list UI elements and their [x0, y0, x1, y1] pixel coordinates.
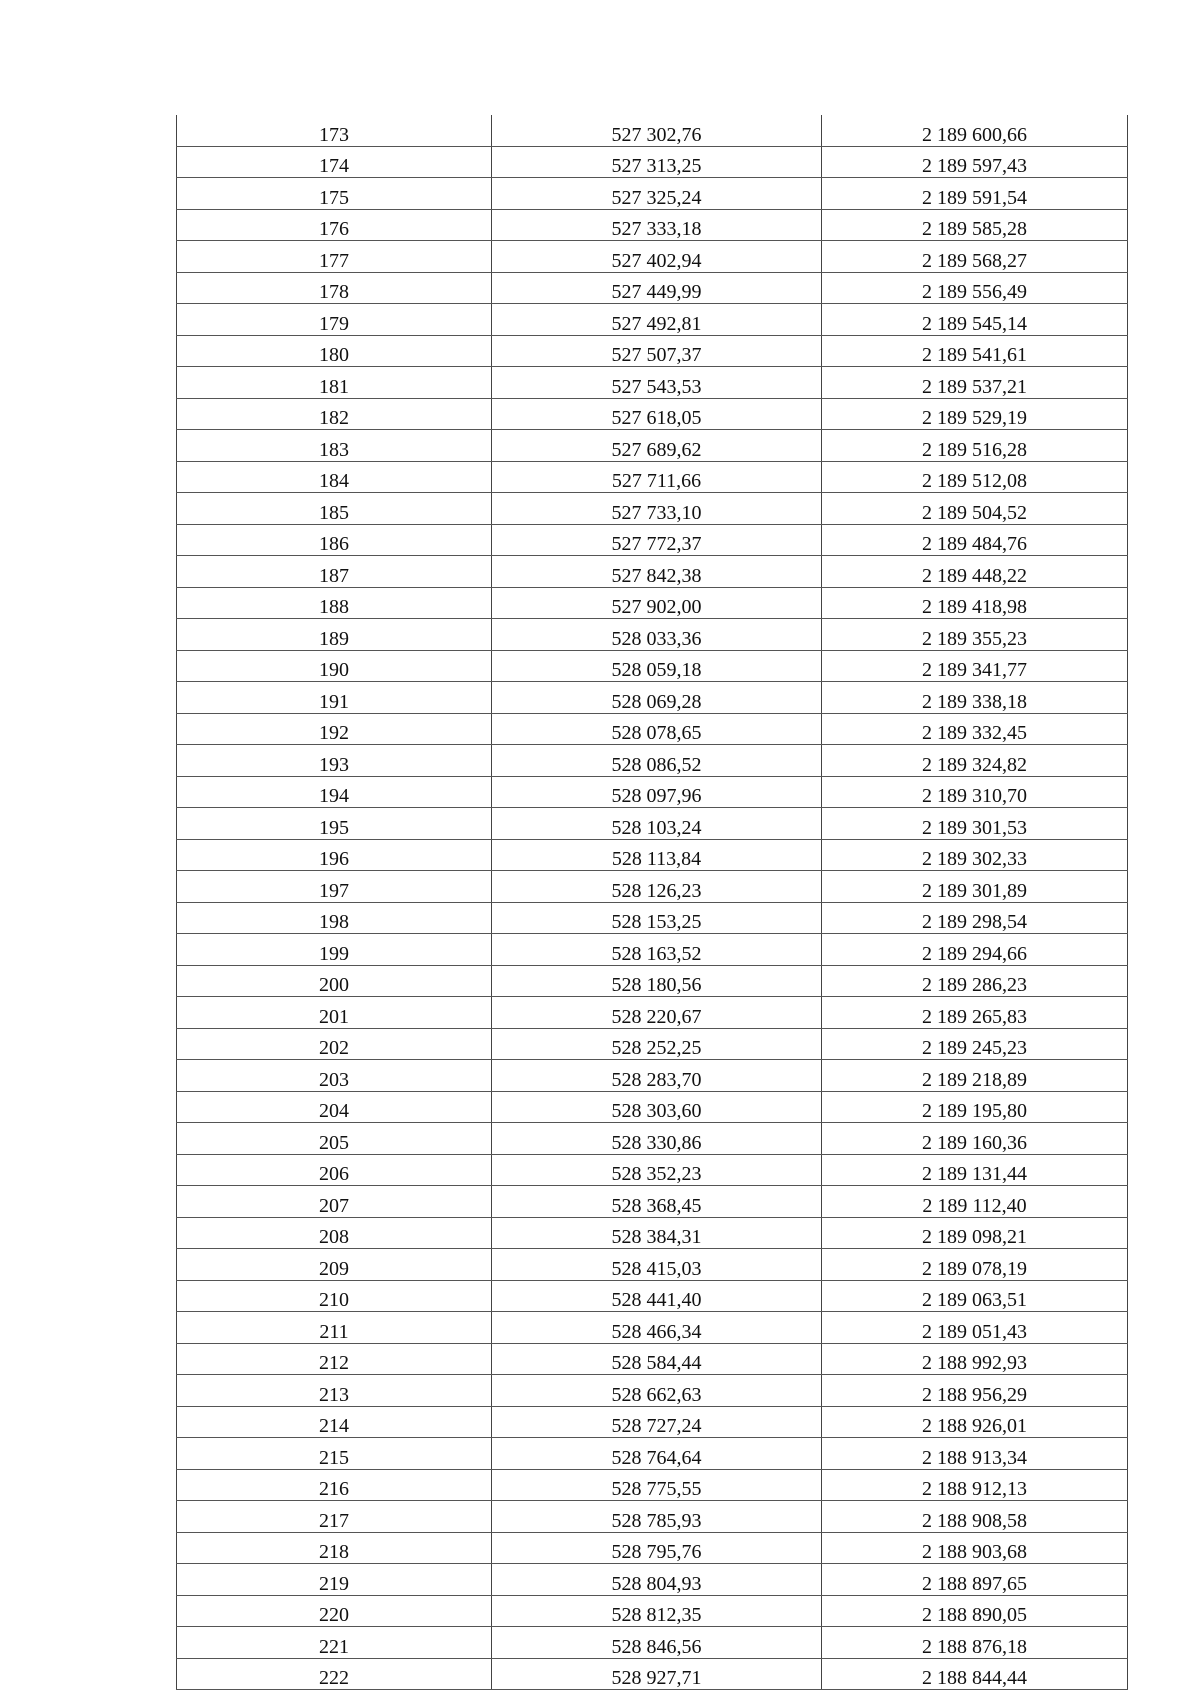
y-coordinate-cell: 2 189 332,45 [822, 713, 1128, 745]
y-coordinate-cell: 2 189 195,80 [822, 1091, 1128, 1123]
y-coordinate-cell: 2 189 484,76 [822, 524, 1128, 556]
point-number-cell: 186 [177, 524, 492, 556]
x-coordinate-cell: 528 352,23 [492, 1154, 822, 1186]
point-number-cell: 188 [177, 587, 492, 619]
table-row [177, 1154, 1128, 1186]
y-coordinate-cell: 2 189 556,49 [822, 272, 1128, 304]
x-coordinate-cell: 528 059,18 [492, 650, 822, 682]
table-row [177, 1280, 1128, 1312]
y-coordinate-cell: 2 189 537,21 [822, 367, 1128, 399]
point-number-cell: 200 [177, 965, 492, 997]
table-row [177, 1658, 1128, 1690]
y-coordinate-cell: 2 189 341,77 [822, 650, 1128, 682]
x-coordinate-cell: 528 384,31 [492, 1217, 822, 1249]
table-row [177, 902, 1128, 934]
table-row [177, 776, 1128, 808]
y-coordinate-cell: 2 189 302,33 [822, 839, 1128, 871]
x-coordinate-cell: 528 662,63 [492, 1375, 822, 1407]
y-coordinate-cell: 2 189 286,23 [822, 965, 1128, 997]
point-number-cell: 221 [177, 1627, 492, 1659]
point-number-cell: 208 [177, 1217, 492, 1249]
y-coordinate-cell: 2 189 324,82 [822, 745, 1128, 777]
table-row [177, 1375, 1128, 1407]
point-number-cell: 206 [177, 1154, 492, 1186]
y-coordinate-cell: 2 189 051,43 [822, 1312, 1128, 1344]
y-coordinate-cell: 2 188 926,01 [822, 1406, 1128, 1438]
point-number-cell: 173 [177, 115, 492, 146]
y-coordinate-cell: 2 189 448,22 [822, 556, 1128, 588]
y-coordinate-cell: 2 189 600,66 [822, 115, 1128, 146]
table-row [177, 367, 1128, 399]
x-coordinate-cell: 528 283,70 [492, 1060, 822, 1092]
point-number-cell: 199 [177, 934, 492, 966]
x-coordinate-cell: 527 902,00 [492, 587, 822, 619]
table-row [177, 619, 1128, 651]
x-coordinate-cell: 527 333,18 [492, 209, 822, 241]
x-coordinate-cell: 528 441,40 [492, 1280, 822, 1312]
x-coordinate-cell: 528 727,24 [492, 1406, 822, 1438]
table-row [177, 493, 1128, 525]
x-coordinate-cell: 527 733,10 [492, 493, 822, 525]
table-row [177, 1564, 1128, 1596]
table-row [177, 934, 1128, 966]
y-coordinate-cell: 2 189 265,83 [822, 997, 1128, 1029]
y-coordinate-cell: 2 189 541,61 [822, 335, 1128, 367]
table-row [177, 1249, 1128, 1281]
x-coordinate-cell: 528 764,64 [492, 1438, 822, 1470]
table-row [177, 1060, 1128, 1092]
y-coordinate-cell: 2 189 529,19 [822, 398, 1128, 430]
y-coordinate-cell: 2 189 301,89 [822, 871, 1128, 903]
y-coordinate-cell: 2 189 294,66 [822, 934, 1128, 966]
x-coordinate-cell: 528 584,44 [492, 1343, 822, 1375]
point-number-cell: 210 [177, 1280, 492, 1312]
y-coordinate-cell: 2 189 160,36 [822, 1123, 1128, 1155]
table-row [177, 1123, 1128, 1155]
table-row [177, 1217, 1128, 1249]
table-row [177, 178, 1128, 210]
point-number-cell: 197 [177, 871, 492, 903]
x-coordinate-cell: 528 785,93 [492, 1501, 822, 1533]
x-coordinate-cell: 528 033,36 [492, 619, 822, 651]
table-row [177, 1028, 1128, 1060]
table-row [177, 272, 1128, 304]
point-number-cell: 183 [177, 430, 492, 462]
table-row [177, 398, 1128, 430]
y-coordinate-cell: 2 188 897,65 [822, 1564, 1128, 1596]
table-row [177, 745, 1128, 777]
x-coordinate-cell: 528 795,76 [492, 1532, 822, 1564]
table-row [177, 1532, 1128, 1564]
point-number-cell: 212 [177, 1343, 492, 1375]
table-row [177, 1343, 1128, 1375]
table-row [177, 1501, 1128, 1533]
point-number-cell: 217 [177, 1501, 492, 1533]
y-coordinate-cell: 2 188 912,13 [822, 1469, 1128, 1501]
table-row [177, 839, 1128, 871]
y-coordinate-cell: 2 188 876,18 [822, 1627, 1128, 1659]
point-number-cell: 185 [177, 493, 492, 525]
coordinates-table [176, 115, 1128, 1690]
x-coordinate-cell: 528 330,86 [492, 1123, 822, 1155]
point-number-cell: 174 [177, 146, 492, 178]
table-row [177, 430, 1128, 462]
y-coordinate-cell: 2 188 890,05 [822, 1595, 1128, 1627]
x-coordinate-cell: 527 325,24 [492, 178, 822, 210]
y-coordinate-cell: 2 189 504,52 [822, 493, 1128, 525]
point-number-cell: 182 [177, 398, 492, 430]
y-coordinate-cell: 2 189 301,53 [822, 808, 1128, 840]
table-row [177, 1186, 1128, 1218]
x-coordinate-cell: 528 303,60 [492, 1091, 822, 1123]
point-number-cell: 205 [177, 1123, 492, 1155]
y-coordinate-cell: 2 189 310,70 [822, 776, 1128, 808]
table-row [177, 1406, 1128, 1438]
table-row [177, 241, 1128, 273]
x-coordinate-cell: 527 543,53 [492, 367, 822, 399]
x-coordinate-cell: 528 252,25 [492, 1028, 822, 1060]
point-number-cell: 177 [177, 241, 492, 273]
table-row [177, 1595, 1128, 1627]
y-coordinate-cell: 2 188 903,68 [822, 1532, 1128, 1564]
y-coordinate-cell: 2 188 992,93 [822, 1343, 1128, 1375]
table-row [177, 1438, 1128, 1470]
point-number-cell: 201 [177, 997, 492, 1029]
point-number-cell: 216 [177, 1469, 492, 1501]
point-number-cell: 209 [177, 1249, 492, 1281]
x-coordinate-cell: 527 492,81 [492, 304, 822, 336]
table-row [177, 304, 1128, 336]
point-number-cell: 193 [177, 745, 492, 777]
point-number-cell: 189 [177, 619, 492, 651]
y-coordinate-cell: 2 189 512,08 [822, 461, 1128, 493]
x-coordinate-cell: 528 069,28 [492, 682, 822, 714]
point-number-cell: 207 [177, 1186, 492, 1218]
table-row [177, 808, 1128, 840]
point-number-cell: 215 [177, 1438, 492, 1470]
point-number-cell: 184 [177, 461, 492, 493]
x-coordinate-cell: 528 126,23 [492, 871, 822, 903]
x-coordinate-cell: 528 812,35 [492, 1595, 822, 1627]
x-coordinate-cell: 527 618,05 [492, 398, 822, 430]
x-coordinate-cell: 527 772,37 [492, 524, 822, 556]
x-coordinate-cell: 527 842,38 [492, 556, 822, 588]
x-coordinate-cell: 527 313,25 [492, 146, 822, 178]
x-coordinate-cell: 527 402,94 [492, 241, 822, 273]
y-coordinate-cell: 2 189 063,51 [822, 1280, 1128, 1312]
x-coordinate-cell: 528 846,56 [492, 1627, 822, 1659]
table-row [177, 965, 1128, 997]
x-coordinate-cell: 528 368,45 [492, 1186, 822, 1218]
point-number-cell: 219 [177, 1564, 492, 1596]
table-row [177, 650, 1128, 682]
table-row [177, 871, 1128, 903]
point-number-cell: 181 [177, 367, 492, 399]
point-number-cell: 179 [177, 304, 492, 336]
table-row [177, 524, 1128, 556]
point-number-cell: 202 [177, 1028, 492, 1060]
point-number-cell: 194 [177, 776, 492, 808]
point-number-cell: 176 [177, 209, 492, 241]
y-coordinate-cell: 2 189 355,23 [822, 619, 1128, 651]
x-coordinate-cell: 527 711,66 [492, 461, 822, 493]
coordinates-table-body [177, 115, 1128, 1690]
y-coordinate-cell: 2 188 844,44 [822, 1658, 1128, 1690]
point-number-cell: 180 [177, 335, 492, 367]
table-row [177, 335, 1128, 367]
x-coordinate-cell: 527 507,37 [492, 335, 822, 367]
y-coordinate-cell: 2 189 112,40 [822, 1186, 1128, 1218]
point-number-cell: 218 [177, 1532, 492, 1564]
y-coordinate-cell: 2 189 516,28 [822, 430, 1128, 462]
point-number-cell: 192 [177, 713, 492, 745]
x-coordinate-cell: 528 103,24 [492, 808, 822, 840]
point-number-cell: 222 [177, 1658, 492, 1690]
table-row [177, 587, 1128, 619]
x-coordinate-cell: 528 113,84 [492, 839, 822, 871]
point-number-cell: 220 [177, 1595, 492, 1627]
x-coordinate-cell: 527 302,76 [492, 115, 822, 146]
x-coordinate-cell: 528 097,96 [492, 776, 822, 808]
y-coordinate-cell: 2 189 245,23 [822, 1028, 1128, 1060]
y-coordinate-cell: 2 188 908,58 [822, 1501, 1128, 1533]
table-row [177, 1312, 1128, 1344]
x-coordinate-cell: 528 163,52 [492, 934, 822, 966]
y-coordinate-cell: 2 188 913,34 [822, 1438, 1128, 1470]
table-row [177, 1469, 1128, 1501]
point-number-cell: 178 [177, 272, 492, 304]
x-coordinate-cell: 528 078,65 [492, 713, 822, 745]
x-coordinate-cell: 528 775,55 [492, 1469, 822, 1501]
point-number-cell: 187 [177, 556, 492, 588]
point-number-cell: 204 [177, 1091, 492, 1123]
point-number-cell: 203 [177, 1060, 492, 1092]
table-row [177, 682, 1128, 714]
table-row [177, 146, 1128, 178]
table-row [177, 997, 1128, 1029]
point-number-cell: 175 [177, 178, 492, 210]
table-row [177, 713, 1128, 745]
table-row [177, 556, 1128, 588]
table-row [177, 209, 1128, 241]
y-coordinate-cell: 2 189 418,98 [822, 587, 1128, 619]
point-number-cell: 195 [177, 808, 492, 840]
y-coordinate-cell: 2 188 956,29 [822, 1375, 1128, 1407]
table-row [177, 1091, 1128, 1123]
table-row [177, 115, 1128, 146]
point-number-cell: 213 [177, 1375, 492, 1407]
point-number-cell: 214 [177, 1406, 492, 1438]
table-row [177, 1627, 1128, 1659]
x-coordinate-cell: 528 086,52 [492, 745, 822, 777]
y-coordinate-cell: 2 189 298,54 [822, 902, 1128, 934]
y-coordinate-cell: 2 189 568,27 [822, 241, 1128, 273]
x-coordinate-cell: 528 220,67 [492, 997, 822, 1029]
point-number-cell: 190 [177, 650, 492, 682]
y-coordinate-cell: 2 189 098,21 [822, 1217, 1128, 1249]
x-coordinate-cell: 528 180,56 [492, 965, 822, 997]
table-row [177, 461, 1128, 493]
point-number-cell: 196 [177, 839, 492, 871]
y-coordinate-cell: 2 189 078,19 [822, 1249, 1128, 1281]
y-coordinate-cell: 2 189 545,14 [822, 304, 1128, 336]
x-coordinate-cell: 528 415,03 [492, 1249, 822, 1281]
y-coordinate-cell: 2 189 218,89 [822, 1060, 1128, 1092]
point-number-cell: 198 [177, 902, 492, 934]
y-coordinate-cell: 2 189 131,44 [822, 1154, 1128, 1186]
x-coordinate-cell: 527 689,62 [492, 430, 822, 462]
x-coordinate-cell: 528 804,93 [492, 1564, 822, 1596]
y-coordinate-cell: 2 189 338,18 [822, 682, 1128, 714]
point-number-cell: 191 [177, 682, 492, 714]
point-number-cell: 211 [177, 1312, 492, 1344]
x-coordinate-cell: 527 449,99 [492, 272, 822, 304]
y-coordinate-cell: 2 189 591,54 [822, 178, 1128, 210]
x-coordinate-cell: 528 466,34 [492, 1312, 822, 1344]
y-coordinate-cell: 2 189 585,28 [822, 209, 1128, 241]
x-coordinate-cell: 528 927,71 [492, 1658, 822, 1690]
y-coordinate-cell: 2 189 597,43 [822, 146, 1128, 178]
x-coordinate-cell: 528 153,25 [492, 902, 822, 934]
